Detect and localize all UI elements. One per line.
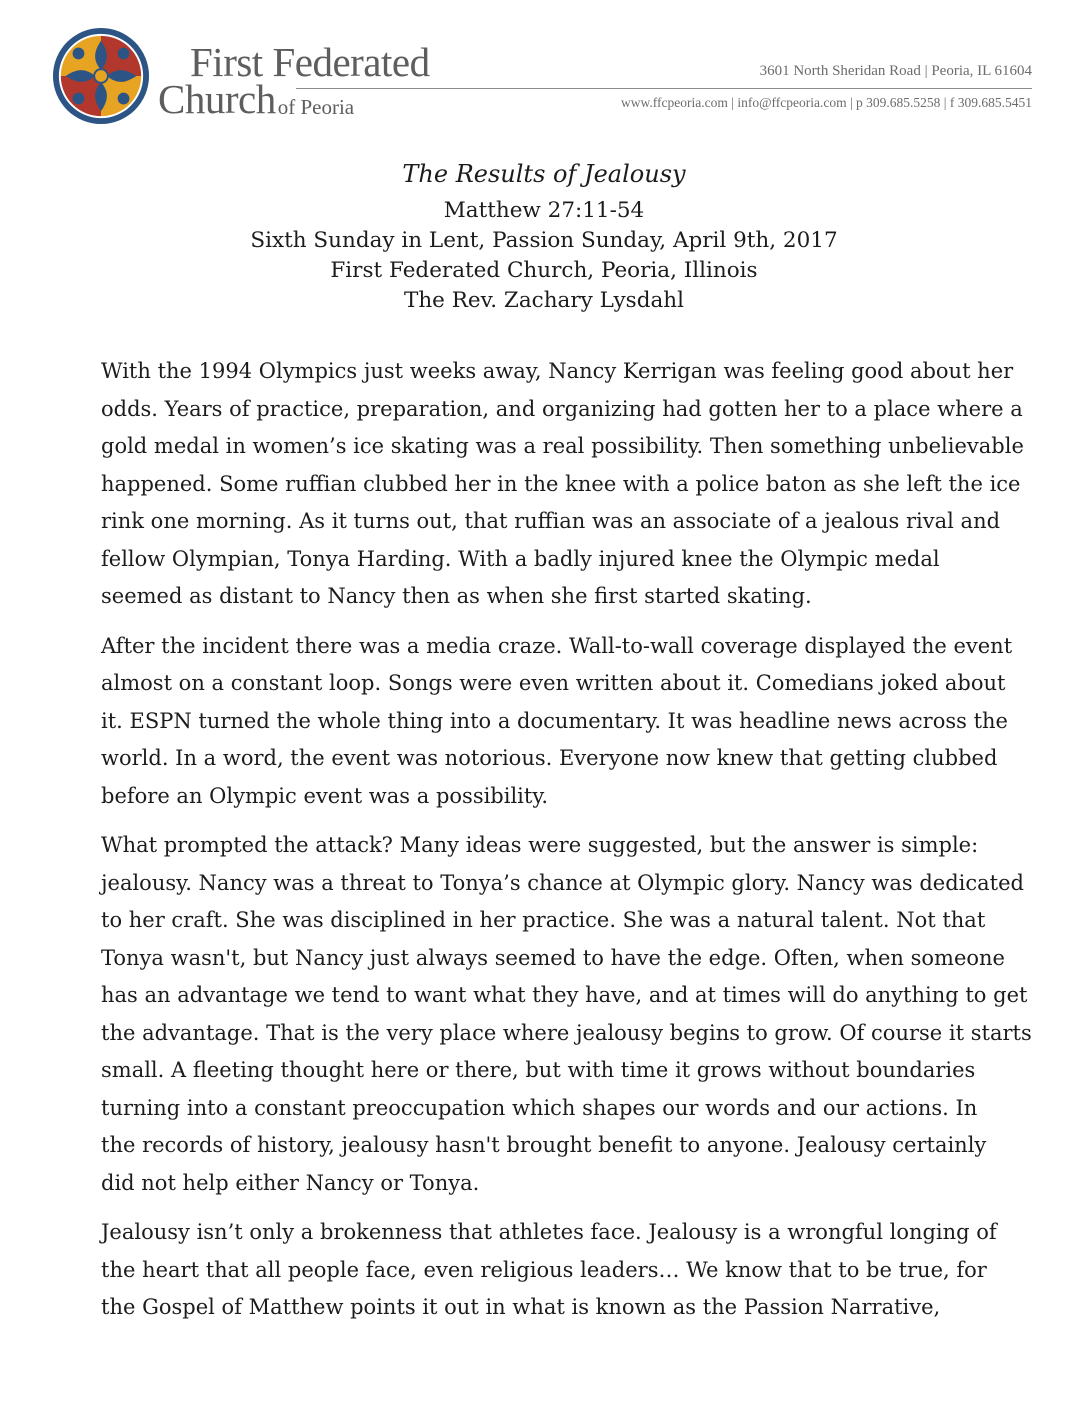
sermon-heading: [0, 156, 1088, 316]
sermon-title: The Results of Jealousy: [402, 160, 686, 188]
paragraph-line: almost on a constant loop. Songs were even written about it. Comedians joked about: [101, 671, 1006, 695]
church-logo: [52, 27, 150, 125]
org-name-church: Church: [158, 76, 276, 122]
paragraph-line: happened. Some ruffian clubbed her in the knee with a police baton as she left the ice: [101, 471, 1021, 496]
paragraph-line: before an Olympic event was a possibility.: [101, 783, 549, 808]
paragraph-line: What prompted the attack? Many ideas were suggested, but the answer is simple:: [101, 833, 979, 857]
sermon-location: First Federated Church, Peoria, Illinois: [330, 258, 758, 283]
church-address: 3601 North Sheridan Road | Peoria, IL 61604: [759, 63, 1032, 79]
body-paragraph: [101, 1214, 1001, 1327]
letterhead: [0, 0, 1088, 130]
paragraph-line: to her craft. She was disciplined in her practice. She was a natural talent. Not that: [101, 908, 986, 932]
paragraph-line: With the 1994 Olympics just weeks away, Nancy Kerrigan was feeling good about her: [101, 359, 1014, 383]
paragraph-line: the heart that all people face, even religious leaders… We know that to be true, for: [101, 1257, 987, 1282]
paragraph-line: the Gospel of Matthew points it out in what is known as the Passion Narrative,: [101, 1295, 941, 1319]
body-paragraph: [101, 827, 1032, 1202]
paragraph-line: turning into a constant preoccupation which shapes our words and our actions. In: [101, 1095, 978, 1120]
paragraph-line: rink one morning. As it turns out, that ruffian was an associate of a jealous rival and: [101, 509, 1001, 533]
org-name-subtitle: of Peoria: [277, 95, 355, 119]
paragraph-line: the records of history, jealousy hasn't brought benefit to anyone. Jealousy certainly: [101, 1133, 987, 1157]
paragraph-line: small. A fleeting thought here or there, but with time it grows without boundaries: [101, 1058, 976, 1082]
sermon-body: [101, 353, 1032, 1339]
paragraph-line: has an advantage we tend to want what they have, and at times will do anything to get: [101, 983, 1028, 1007]
org-name-line2: [158, 77, 354, 121]
church-contact-info: www.ffcpeoria.com | info@ffcpeoria.com | p 309.685.5258 | f 309.685.5451: [621, 95, 1032, 110]
sermon-occasion: Sixth Sunday in Lent, Passion Sunday, April 9th, 2017: [250, 228, 838, 253]
paragraph-line: gold medal in women’s ice skating was a real possibility. Then something unbelievable: [101, 434, 1024, 458]
body-paragraph: [101, 628, 1013, 816]
paragraph-line: world. In a word, the event was notorious. Everyone now knew that getting clubbed: [101, 746, 998, 770]
paragraph-line: it. ESPN turned the whole thing into a documentary. It was headline news across the: [101, 708, 1008, 733]
paragraph-line: After the incident there was a media craze. Wall-to-wall coverage displayed the event: [101, 633, 1013, 658]
paragraph-line: Tonya wasn't, but Nancy just always seemed to have the edge. Often, when someone: [101, 945, 1005, 970]
org-name-line1: First Federated: [190, 39, 430, 85]
paragraph-line: Jealousy isn’t only a brokenness that athletes face. Jealousy is a wrongful longing of: [101, 1220, 997, 1244]
paragraph-line: the advantage. That is the very place where jealousy begins to grow. Of course it starts: [101, 1020, 1032, 1045]
paragraph-line: jealousy. Nancy was a threat to Tonya’s chance at Olympic glory. Nancy was dedicated: [101, 870, 1024, 895]
sermon-preacher: The Rev. Zachary Lysdahl: [403, 288, 685, 313]
body-paragraph: [101, 353, 1024, 616]
paragraph-line: odds. Years of practice, preparation, and organizing had gotten her to a place where a: [101, 396, 1023, 421]
sermon-scripture: Matthew 27:11-54: [443, 198, 645, 223]
paragraph-line: did not help either Nancy or Tonya.: [101, 1170, 480, 1195]
paragraph-line: fellow Olympian, Tonya Harding. With a badly injured knee the Olympic medal: [101, 546, 940, 571]
letterhead-divider: [296, 88, 1032, 89]
paragraph-line: seemed as distant to Nancy then as when she first started skating.: [101, 584, 812, 608]
